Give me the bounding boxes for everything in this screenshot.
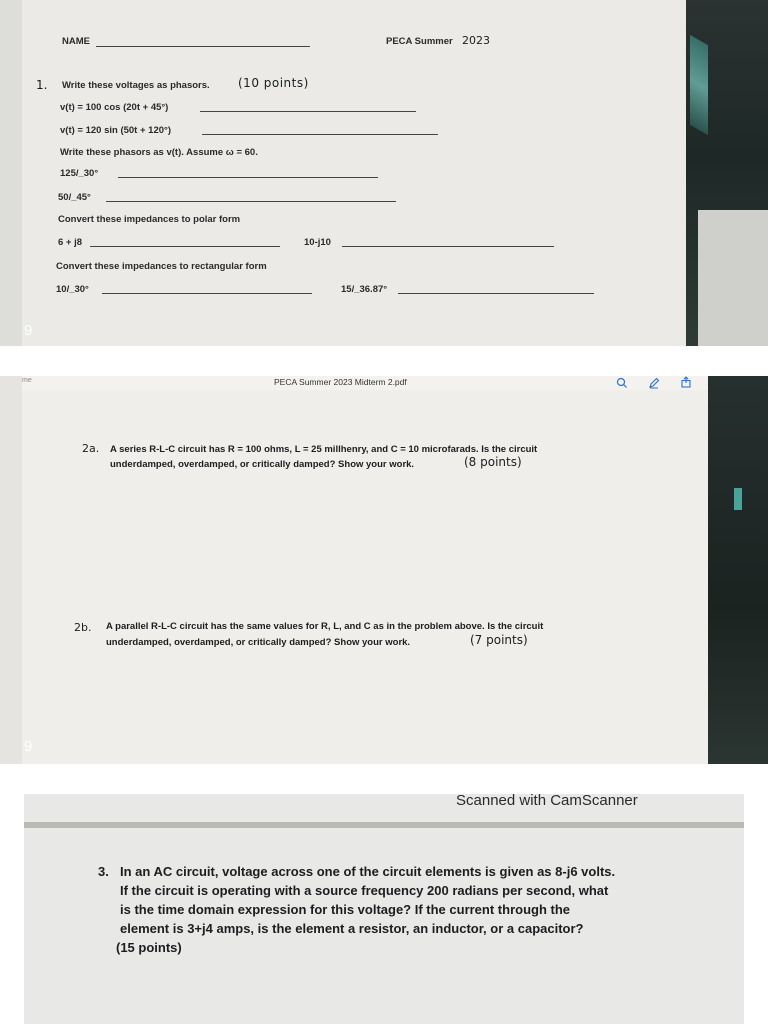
q3-line-4: element is 3+j4 amps, is the element a resistor, an inductor, or a capacitor?	[120, 921, 584, 936]
phasor-instruction: Write these phasors as v(t). Assume ω = 60.	[60, 147, 258, 158]
question-number-2a: 2a.	[82, 442, 100, 455]
search-icon[interactable]	[616, 377, 628, 389]
polar-instruction: Convert these impedances to polar form	[58, 214, 241, 225]
rect-item-2: 15/_36.87°	[341, 284, 388, 295]
answer-line	[202, 134, 438, 135]
q2a-line-2: underdamped, overdamped, or critically damped? Show your work.	[110, 459, 415, 470]
q1-points: (10 points)	[238, 76, 309, 90]
q3-line-3: is the time domain expression for this voltage? If the current through the	[120, 902, 570, 917]
phasor-2: 50/_45°	[58, 192, 91, 203]
q2b-points: (7 points)	[470, 633, 528, 647]
answer-line	[398, 293, 594, 294]
rect-instruction: Convert these impedances to rectangular form	[56, 261, 267, 272]
name-label: NAME	[62, 36, 90, 47]
photo-gap	[0, 764, 768, 788]
camscanner-watermark: Scanned with CamScanner	[456, 792, 638, 809]
left-edge	[0, 0, 22, 346]
share-icon[interactable]	[680, 376, 692, 388]
question-number-3: 3.	[98, 864, 109, 879]
photo-gap	[0, 346, 768, 376]
answer-line	[118, 177, 378, 178]
exam-page-3-scan	[0, 788, 768, 1024]
background-edge	[708, 376, 768, 764]
q2b-line-2: underdamped, overdamped, or critically damped? Show your work.	[106, 637, 411, 648]
answer-line	[106, 201, 396, 202]
q2a-line-1: A series R-L-C circuit has R = 100 ohms, L = 25 millhenry, and C = 10 microfarads. Is the circuit	[110, 444, 538, 455]
left-edge	[0, 376, 22, 764]
q1-heading: Write these voltages as phasors.	[62, 80, 210, 91]
rect-item-1: 10/_30°	[56, 284, 89, 295]
phasor-1: 125/_30°	[60, 168, 99, 179]
pdf-page	[22, 376, 708, 764]
question-number-2b: 2b.	[74, 621, 92, 634]
scan-band	[24, 822, 744, 828]
q3-line-1: In an AC circuit, voltage across one of the circuit elements is given as 8-j6 volts.	[120, 864, 616, 879]
polar-item-2: 10-j10	[304, 237, 331, 248]
pdf-title: PECA Summer 2023 Midterm 2.pdf	[274, 377, 407, 387]
answer-line	[90, 246, 280, 247]
name-blank	[96, 46, 310, 47]
q3-line-2: If the circuit is operating with a source frequency 200 radians per second, what	[120, 883, 609, 898]
question-number-1: 1.	[36, 78, 48, 92]
q3-points: (15 points)	[116, 940, 182, 955]
page-number: 9	[24, 322, 33, 339]
background-edge	[686, 0, 768, 346]
exam-page-1-photo	[0, 0, 768, 346]
polar-item-1: 6 + j8	[58, 237, 83, 248]
sidebar-fragment: me	[22, 377, 32, 384]
page-number: 9	[24, 738, 33, 755]
voltage-2: v(t) = 120 sin (50t + 120°)	[60, 125, 171, 136]
pen-icon[interactable]	[648, 377, 660, 389]
q2a-points: (8 points)	[464, 455, 522, 469]
answer-line	[342, 246, 554, 247]
answer-line	[102, 293, 312, 294]
answer-line	[200, 111, 416, 112]
course-header: PECA Summer	[386, 36, 453, 47]
q2b-line-1: A parallel R-L-C circuit has the same values for R, L, and C as in the problem above. Is the circuit	[106, 621, 544, 632]
course-header-year: 2023	[462, 34, 490, 47]
voltage-1: v(t) = 100 cos (20t + 45°)	[60, 102, 169, 113]
exam-page-2-screenshot	[0, 376, 768, 764]
